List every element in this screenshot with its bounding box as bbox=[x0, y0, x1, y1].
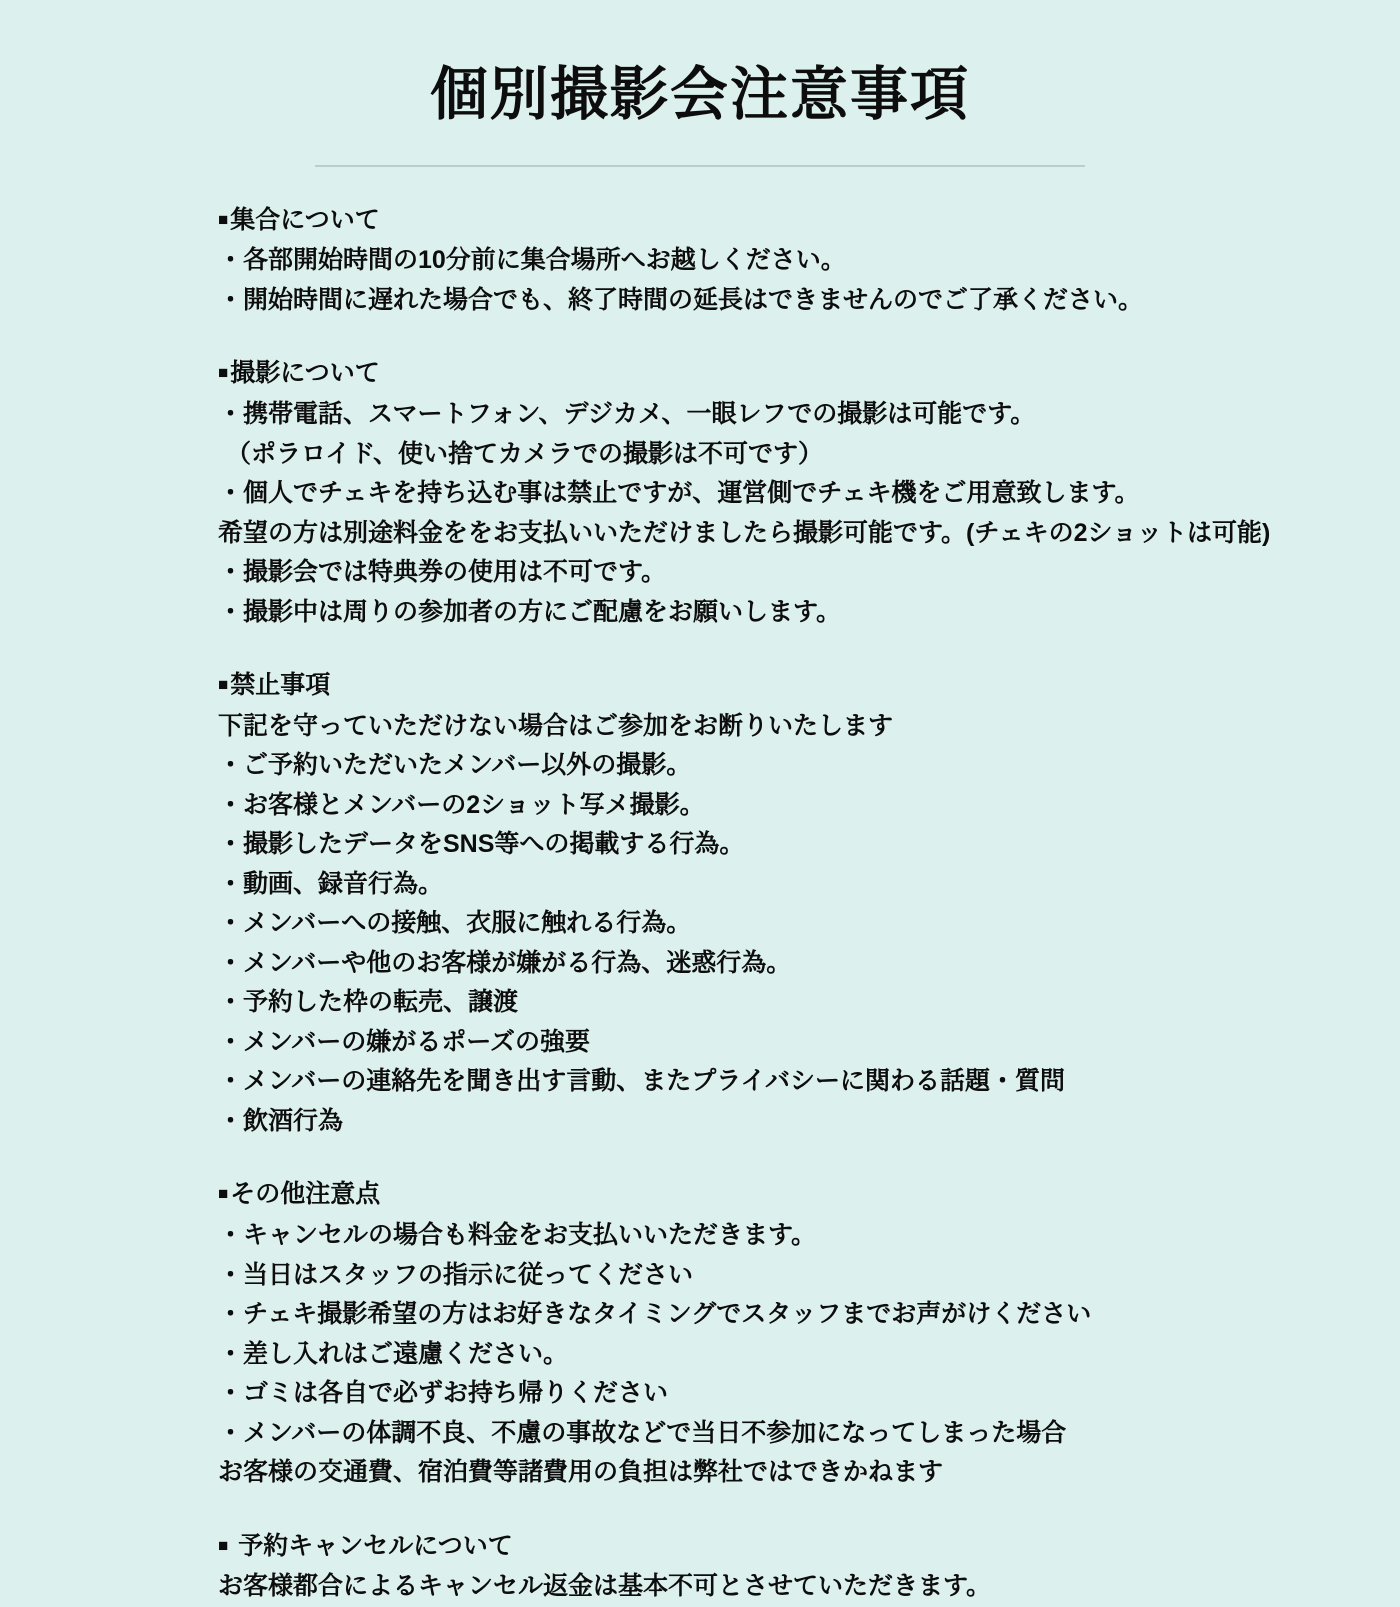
list-item: ・メンバーや他のお客様が嫌がる行為、迷惑行為。 bbox=[218, 948, 792, 977]
list-item: ・予約した枠の転売、譲渡 bbox=[218, 988, 519, 1017]
list-item: ・撮影会では特典券の使用は不可です。 bbox=[218, 558, 667, 587]
list-item: ・動画、録音行為。 bbox=[218, 869, 444, 898]
square-bullet-icon: ■ bbox=[218, 1535, 229, 1555]
list-item: ・メンバーへの接触、衣服に触れる行為。 bbox=[218, 909, 692, 938]
section-heading-label: 予約キャンセルについて bbox=[238, 1531, 513, 1560]
list-item: ・携帯電話、スマートフォン、デジカメ、一眼レフでの撮影は可能です。 bbox=[218, 400, 1036, 429]
body-text: お客様都合によるキャンセル返金は基本不可とさせていただきます。 bbox=[218, 1572, 992, 1601]
list-item: ・メンバーの連絡先を聞き出す言動、またプライバシーに関わる話題・質問 bbox=[218, 1067, 1066, 1096]
square-bullet-icon: ■ bbox=[218, 1184, 229, 1204]
document-section bbox=[218, 354, 1271, 632]
list-item: ・メンバーの嫌がるポーズの強要 bbox=[218, 1027, 591, 1056]
section-heading bbox=[218, 201, 1228, 240]
body-text: 希望の方は別途料金ををお支払いいただけましたら撮影可能です。(チェキの2ショットは可能) bbox=[218, 518, 1271, 547]
document-section bbox=[218, 201, 1228, 321]
list-item: ・チェキ撮影希望の方はお好きなタイミングでスタッフまでお声がけください bbox=[218, 1300, 1092, 1329]
section-heading bbox=[218, 666, 1228, 705]
list-item: ・各部開始時間の10分前に集合場所へお越しください。 bbox=[218, 246, 846, 275]
document-section bbox=[218, 1527, 1228, 1607]
list-item: ・撮影中は周りの参加者の方にご配慮をお願いします。 bbox=[218, 597, 842, 626]
square-bullet-icon: ■ bbox=[218, 209, 229, 229]
list-item: ・当日はスタッフの指示に従ってください bbox=[218, 1260, 694, 1289]
section-heading-label: 禁止事項 bbox=[230, 671, 331, 700]
square-bullet-icon: ■ bbox=[218, 363, 229, 383]
body-text: お客様の交通費、宿泊費等諸費用の負担は弊社ではできかねます bbox=[218, 1458, 944, 1487]
list-item: ・差し入れはご遠慮ください。 bbox=[218, 1339, 569, 1368]
document-body bbox=[218, 201, 1271, 1607]
section-heading-label: その他注意点 bbox=[230, 1180, 381, 1209]
list-item: ・個人でチェキを持ち込む事は禁止ですが、運営側でチェキ機をご用意致します。 bbox=[218, 479, 1140, 508]
section-heading-label: 撮影について bbox=[230, 359, 380, 388]
section-heading-label: 集合について bbox=[230, 205, 380, 234]
document-page bbox=[0, 62, 1400, 1601]
list-item: ・飲酒行為 bbox=[218, 1106, 344, 1135]
title-divider bbox=[315, 165, 1085, 167]
list-item: ・メンバーの体調不良、不慮の事故などで当日不参加になってしまった場合 bbox=[218, 1418, 1067, 1447]
list-item: ・撮影したデータをSNS等への掲載する行為。 bbox=[218, 830, 745, 859]
body-text: （ポラロイド、使い捨てカメラでの撮影は不可です） bbox=[226, 439, 824, 468]
list-item: ・ゴミは各自で必ずお持ち帰りください bbox=[218, 1379, 669, 1408]
document-section bbox=[218, 666, 1228, 1141]
list-item: ・お客様とメンバーの2ショット写メ撮影。 bbox=[218, 790, 705, 819]
document-section bbox=[218, 1175, 1228, 1492]
body-text: 下記を守っていただけない場合はご参加をお断りいたします bbox=[218, 711, 894, 740]
section-heading bbox=[218, 1527, 1228, 1566]
section-heading bbox=[218, 354, 1228, 393]
page-title: 個別撮影会注意事項 bbox=[429, 62, 970, 127]
section-heading bbox=[218, 1175, 1228, 1214]
list-item: ・ご予約いただいたメンバー以外の撮影。 bbox=[218, 751, 692, 780]
list-item: ・開始時間に遅れた場合でも、終了時間の延長はできませんのでご了承ください。 bbox=[218, 285, 1144, 314]
list-item: ・キャンセルの場合も料金をお支払いいただきます。 bbox=[218, 1221, 817, 1250]
square-bullet-icon: ■ bbox=[218, 675, 229, 695]
